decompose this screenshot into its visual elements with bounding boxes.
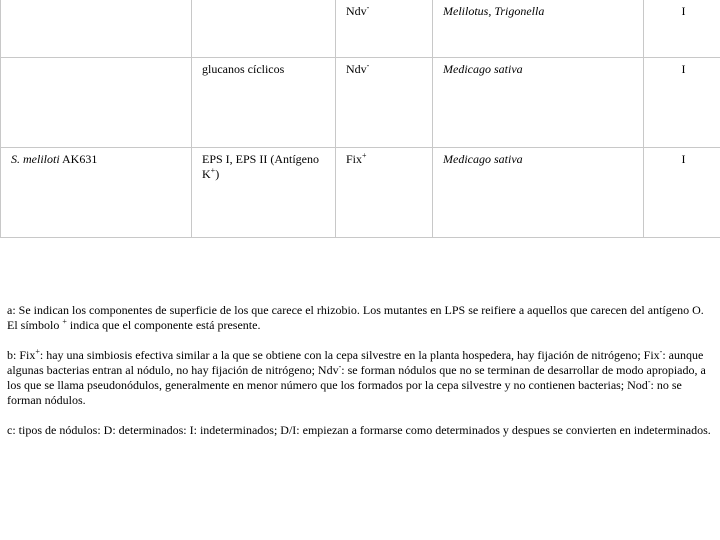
footnote-b-text: : hay una simbiosis efectiva similar a la que se obtiene con la cepa silvestre en la planta hospedera, hay fijación de nitrógeno; Fix	[39, 348, 660, 362]
footnote-b-sup: -	[338, 362, 342, 371]
strain-cell	[1, 58, 192, 148]
footnote-a-text: a: Se indican los componentes de superficie de los que carece el rhizobio. Los mutantes en LPS se reifiere a aquellos que carecen del antígeno O. El símbolo	[7, 303, 704, 332]
phenotype-cell	[336, 58, 433, 148]
host-cell: Medicago sativa	[433, 148, 644, 238]
strain-cell	[1, 0, 192, 58]
footnote-a-sup: +	[62, 317, 67, 326]
strain-id: AK631	[59, 152, 98, 166]
nodule-type-cell: I	[644, 58, 720, 148]
nodule-type-cell: I	[644, 0, 720, 58]
component-cell: glucanos cíclicos	[192, 58, 336, 148]
footnote-b-text: : no se forman nódulos.	[7, 378, 682, 407]
footnote-b-text: b: Fix	[7, 348, 36, 362]
footnote-c: c: tipos de nódulos: D: determinados: I: indeterminados; D/I: empiezan a formarse como determinados y despues se convierten en indeterminados.	[7, 423, 711, 437]
component-sup: +	[210, 166, 216, 175]
strain-species: S. meliloti	[11, 152, 60, 166]
nodule-type-cell: I	[644, 148, 720, 238]
footnotes	[7, 303, 713, 453]
footnote-b	[7, 348, 713, 408]
phenotype-cell	[336, 0, 433, 58]
data-table	[0, 0, 720, 238]
phenotype-text: Fix	[346, 152, 363, 166]
strain-cell	[1, 148, 192, 238]
phenotype-cell	[336, 148, 433, 238]
footnote-b-text: : aunque algunas bacterias entran al nódulo, no hay fijación de nitrógeno; Ndv	[7, 348, 704, 377]
footnote-b-sup: -	[659, 347, 663, 356]
footnote-b-sup: +	[35, 347, 40, 356]
host-cell: Melilotus, Trigonella	[433, 0, 644, 58]
phenotype-sup: +	[362, 151, 367, 160]
footnote-a	[7, 303, 713, 333]
component-cell	[192, 0, 336, 58]
phenotype-sup: -	[366, 3, 370, 12]
table-row	[1, 58, 720, 148]
component-text-end: )	[215, 167, 220, 181]
phenotype-text: Ndv	[346, 4, 367, 18]
data-table-wrapper	[0, 0, 720, 238]
table-row	[1, 0, 720, 58]
footnote-b-text: : se forman nódulos que no se terminan de desarrollar de modo apropiado, a los que se llama pseudonódulos, generalmente en menor número que los formados por la cepa silvestre y no contienen bacterias; Nod	[7, 363, 706, 392]
host-cell: Medicago sativa	[433, 58, 644, 148]
phenotype-text: Ndv	[346, 62, 367, 76]
component-cell	[192, 148, 336, 238]
table-row	[1, 148, 720, 238]
footnote-a-text-end: indica que el componente está presente.	[66, 318, 261, 332]
phenotype-sup: -	[366, 61, 370, 70]
footnote-b-sup: -	[647, 377, 651, 386]
component-text: EPS I, EPS II (Antígeno K	[202, 152, 319, 181]
